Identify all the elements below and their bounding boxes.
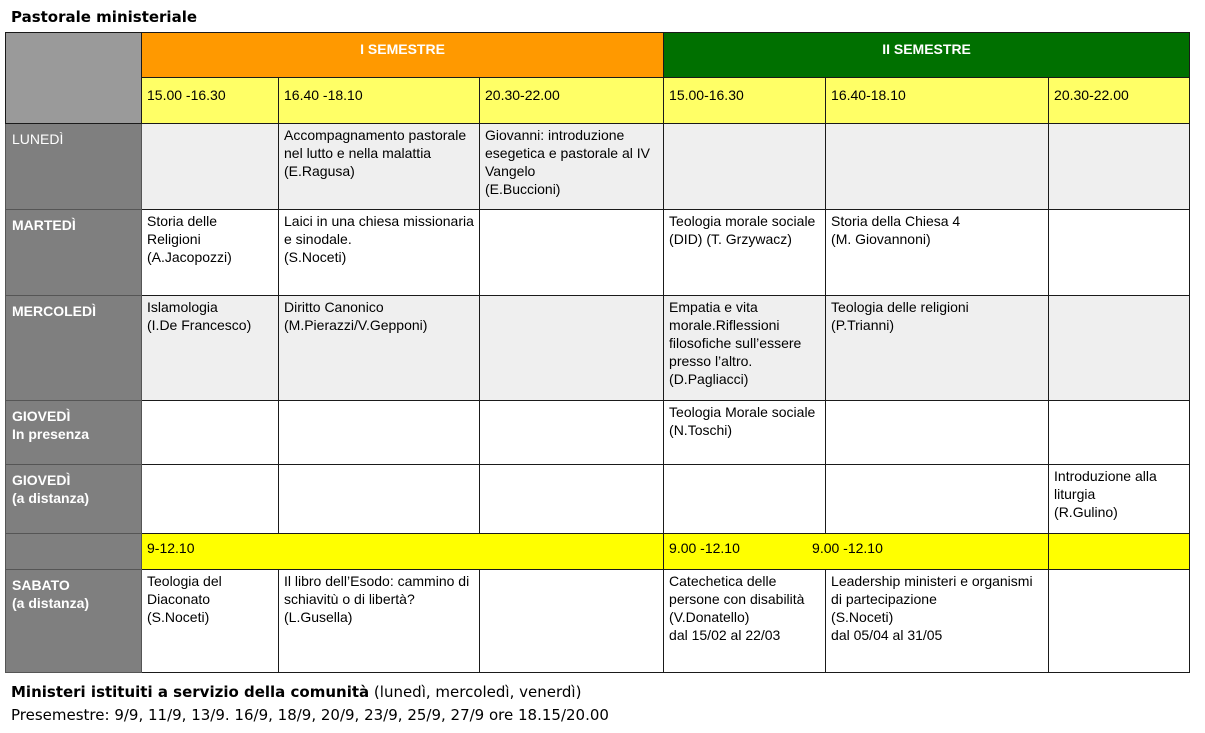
course-cell [142,401,279,465]
table-row [6,296,1190,401]
table-row [6,124,1190,210]
course-cell [1049,210,1190,296]
course-cell: Islamologia (I.De Francesco) [142,296,279,401]
time-slot: 15.00-16.30 [664,78,826,124]
day-label: LUNEDÌ [6,124,142,210]
footer-ministries-days: (lunedì, mercoledì, venerdì) [369,683,582,701]
schedule-table [5,32,1190,673]
course-cell [142,465,279,534]
time-header-row [6,78,1190,124]
day-label: SABATO (a distanza) [6,570,142,673]
course-cell [480,465,664,534]
course-cell [142,124,279,210]
course-cell [826,465,1049,534]
course-cell [1049,570,1190,673]
course-cell [480,210,664,296]
course-cell: Accompagnamento pastorale nel lutto e nella malattia (E.Ragusa) [279,124,480,210]
course-cell [480,401,664,465]
page-title: Pastorale ministeriale [11,8,198,26]
course-cell [480,296,664,401]
saturday-time-slot-2 [664,534,1049,570]
course-cell: Storia delle Religioni (A.Jacopozzi) [142,210,279,296]
table-row [6,401,1190,465]
course-cell [279,401,480,465]
time-slot: 16.40 -18.10 [279,78,480,124]
table-row [6,210,1190,296]
day-label: GIOVEDÌ (a distanza) [6,465,142,534]
day-label: MARTEDÌ [6,210,142,296]
course-cell [279,465,480,534]
course-cell: Laici in una chiesa missionaria e sinodale. (S.Noceti) [279,210,480,296]
time-slot: 20.30-22.00 [480,78,664,124]
course-cell: Teologia delle religioni (P.Trianni) [826,296,1049,401]
saturday-time-a: 9.00 -12.10 [669,540,740,556]
course-cell [826,401,1049,465]
course-cell: Teologia Morale sociale (N.Toschi) [664,401,826,465]
corner-cell [6,33,142,124]
time-slot: 15.00 -16.30 [142,78,279,124]
course-cell [664,124,826,210]
course-cell [826,124,1049,210]
time-slot: 20.30-22.00 [1049,78,1190,124]
course-cell: Storia della Chiesa 4 (M. Giovannoni) [826,210,1049,296]
course-cell: Il libro dell’Esodo: cammino di schiavitù o di libertà? (L.Gusella) [279,570,480,673]
saturday-time-row [6,534,1190,570]
day-label: GIOVEDÌ In presenza [6,401,142,465]
footer-ministries-bold: Ministeri istituiti a servizio della comunità [11,683,370,701]
course-cell: Empatia e vita morale.Riflessioni filosofiche sull’essere presso l’altro. (D.Pagliacci) [664,296,826,401]
course-cell: Leadership ministeri e organismi di partecipazione (S.Noceti) dal 05/04 al 31/05 [826,570,1049,673]
course-cell [480,570,664,673]
course-cell [1049,296,1190,401]
course-cell [1049,124,1190,210]
time-slot: 16.40-18.10 [826,78,1049,124]
course-cell: Teologia morale sociale (DID) (T. Grzywacz) [664,210,826,296]
saturday-time-b: 9.00 -12.10 [812,540,883,556]
footer-ministries [11,683,581,701]
footer-presemester: Presemestre: 9/9, 11/9, 13/9. 16/9, 18/9, 20/9, 23/9, 25/9, 27/9 ore 18.15/20.00 [11,706,609,724]
semester-header-row [6,33,1190,78]
semester-1-header: I SEMESTRE [142,33,664,78]
saturday-time-slot: 9-12.10 [142,534,664,570]
course-cell: Teologia del Diaconato (S.Noceti) [142,570,279,673]
course-cell: Catechetica delle persone con disabilità (V.Donatello) dal 15/02 al 22/03 [664,570,826,673]
saturday-time-empty [1049,534,1190,570]
course-cell [1049,401,1190,465]
course-cell: Diritto Canonico (M.Pierazzi/V.Gepponi) [279,296,480,401]
day-label: MERCOLEDÌ [6,296,142,401]
table-row [6,570,1190,673]
course-cell [664,465,826,534]
day-label-spacer [6,534,142,570]
course-cell: Introduzione alla liturgia (R.Gulino) [1049,465,1190,534]
table-row [6,465,1190,534]
course-cell: Giovanni: introduzione esegetica e pastorale al IV Vangelo (E.Buccioni) [480,124,664,210]
semester-2-header: II SEMESTRE [664,33,1190,78]
